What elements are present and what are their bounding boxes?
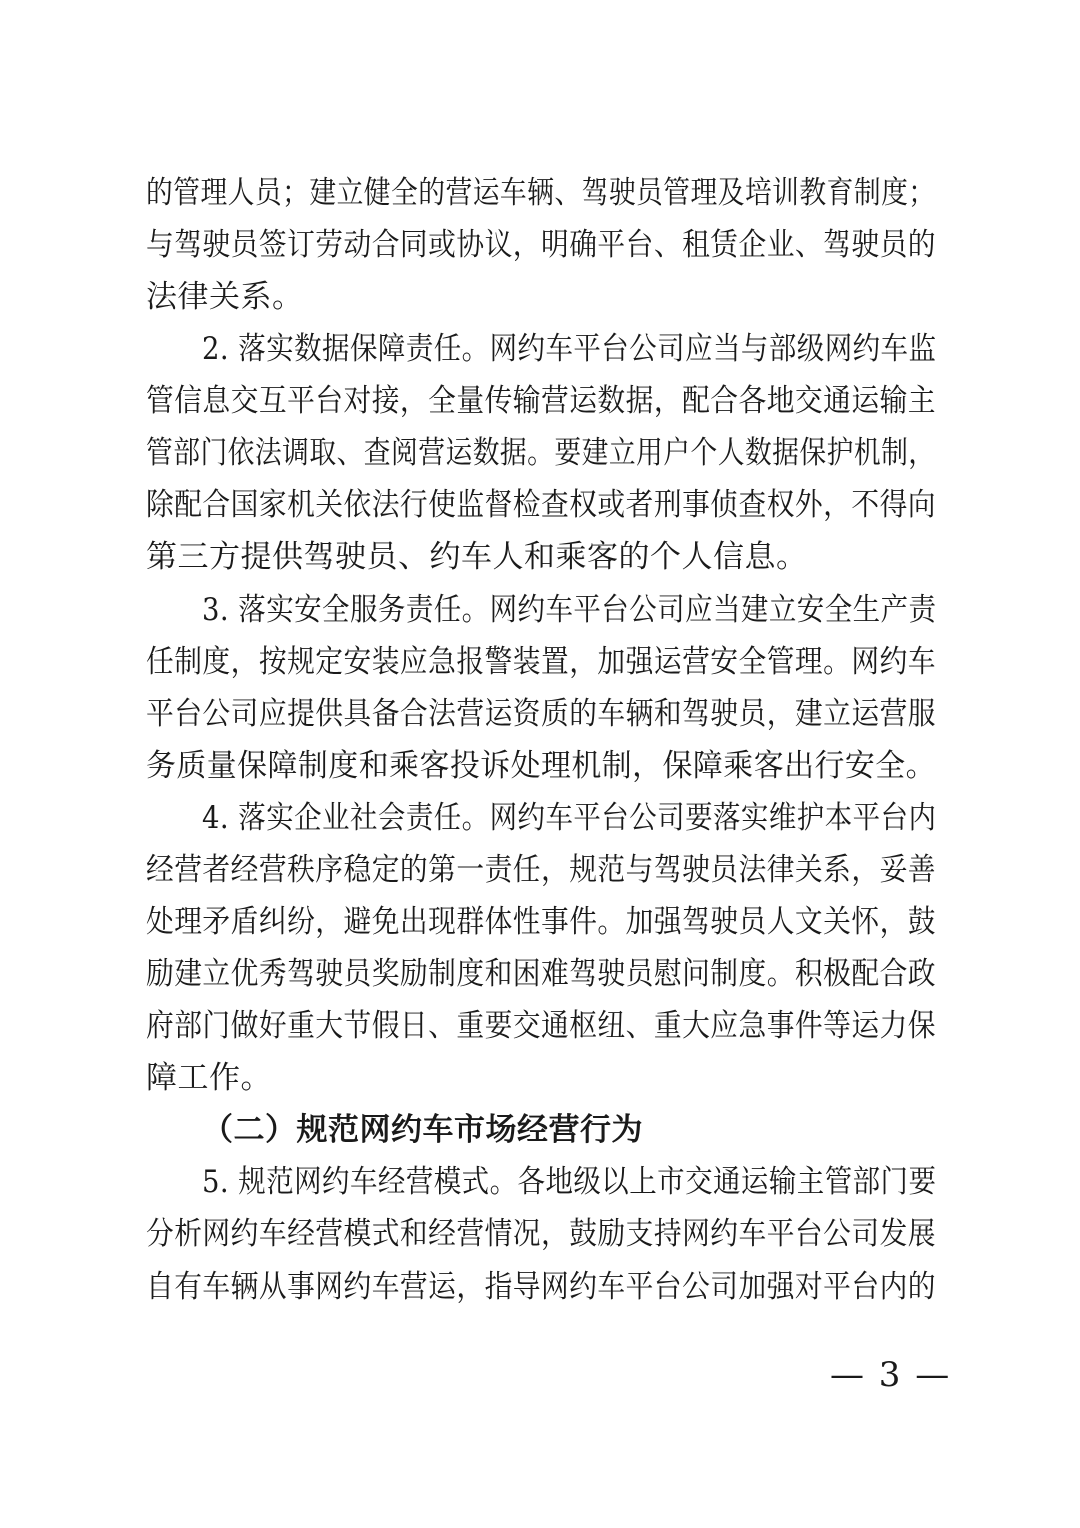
body-text-line: 法律关系。	[146, 279, 304, 315]
body-text-line: 管部门依法调取、查阅营运数据。要建立用户个人数据保护机制，	[146, 435, 936, 471]
body-text-line: 务质量保障制度和乘客投诉处理机制，保障乘客出行安全。	[146, 748, 937, 784]
body-text-line: 经营者经营秩序稳定的第一责任，规范与驾驶员法律关系，妥善	[146, 852, 937, 888]
body-text-line: 分析网约车经营模式和经营情况，鼓励支持网约车平台公司发展	[146, 1216, 937, 1252]
body-text-line: 励建立优秀驾驶员奖励制度和困难驾驶员慰问制度。积极配合政	[146, 956, 937, 992]
paragraph-first-line: 4. 落实企业社会责任。网约车平台公司要落实维护本平台内	[202, 800, 937, 836]
body-text-line: 管信息交互平台对接，全量传输营运数据，配合各地交通运输主	[146, 383, 937, 419]
body-text-line: 平台公司应提供具备合法营运资质的车辆和驾驶员，建立运营服	[146, 696, 937, 732]
body-text-line: 府部门做好重大节假日、重要交通枢纽、重大应急事件等运力保	[146, 1008, 937, 1044]
body-text-line: 自有车辆从事网约车营运，指导网约车平台公司加强对平台内的	[146, 1269, 937, 1305]
body-text-line: 第三方提供驾驶员、约车人和乘客的个人信息。	[146, 539, 808, 575]
page-number: — 3 —	[830, 1355, 952, 1395]
body-text-line: 障工作。	[146, 1060, 272, 1096]
body-text-line: 处理矛盾纠纷，避免出现群体性事件。加强驾驶员人文关怀，鼓	[146, 904, 937, 940]
body-text-line: 的管理人员；建立健全的营运车辆、驾驶员管理及培训教育制度；	[146, 175, 936, 211]
body-text-line: 与驾驶员签订劳动合同或协议，明确平台、租赁企业、驾驶员的	[146, 227, 937, 263]
paragraph-first-line: 5. 规范网约车经营模式。各地级以上市交通运输主管部门要	[202, 1164, 937, 1200]
paragraph-first-line: 3. 落实安全服务责任。网约车平台公司应当建立安全生产责	[202, 592, 937, 628]
body-text-line: 任制度，按规定安装应急报警装置，加强运营安全管理。网约车	[146, 644, 937, 680]
body-text-line: 除配合国家机关依法行使监督检查权或者刑事侦查权外，不得向	[146, 487, 937, 523]
section-heading: （二）规范网约车市场经营行为	[202, 1112, 643, 1148]
paragraph-first-line: 2. 落实数据保障责任。网约车平台公司应当与部级网约车监	[202, 331, 937, 367]
